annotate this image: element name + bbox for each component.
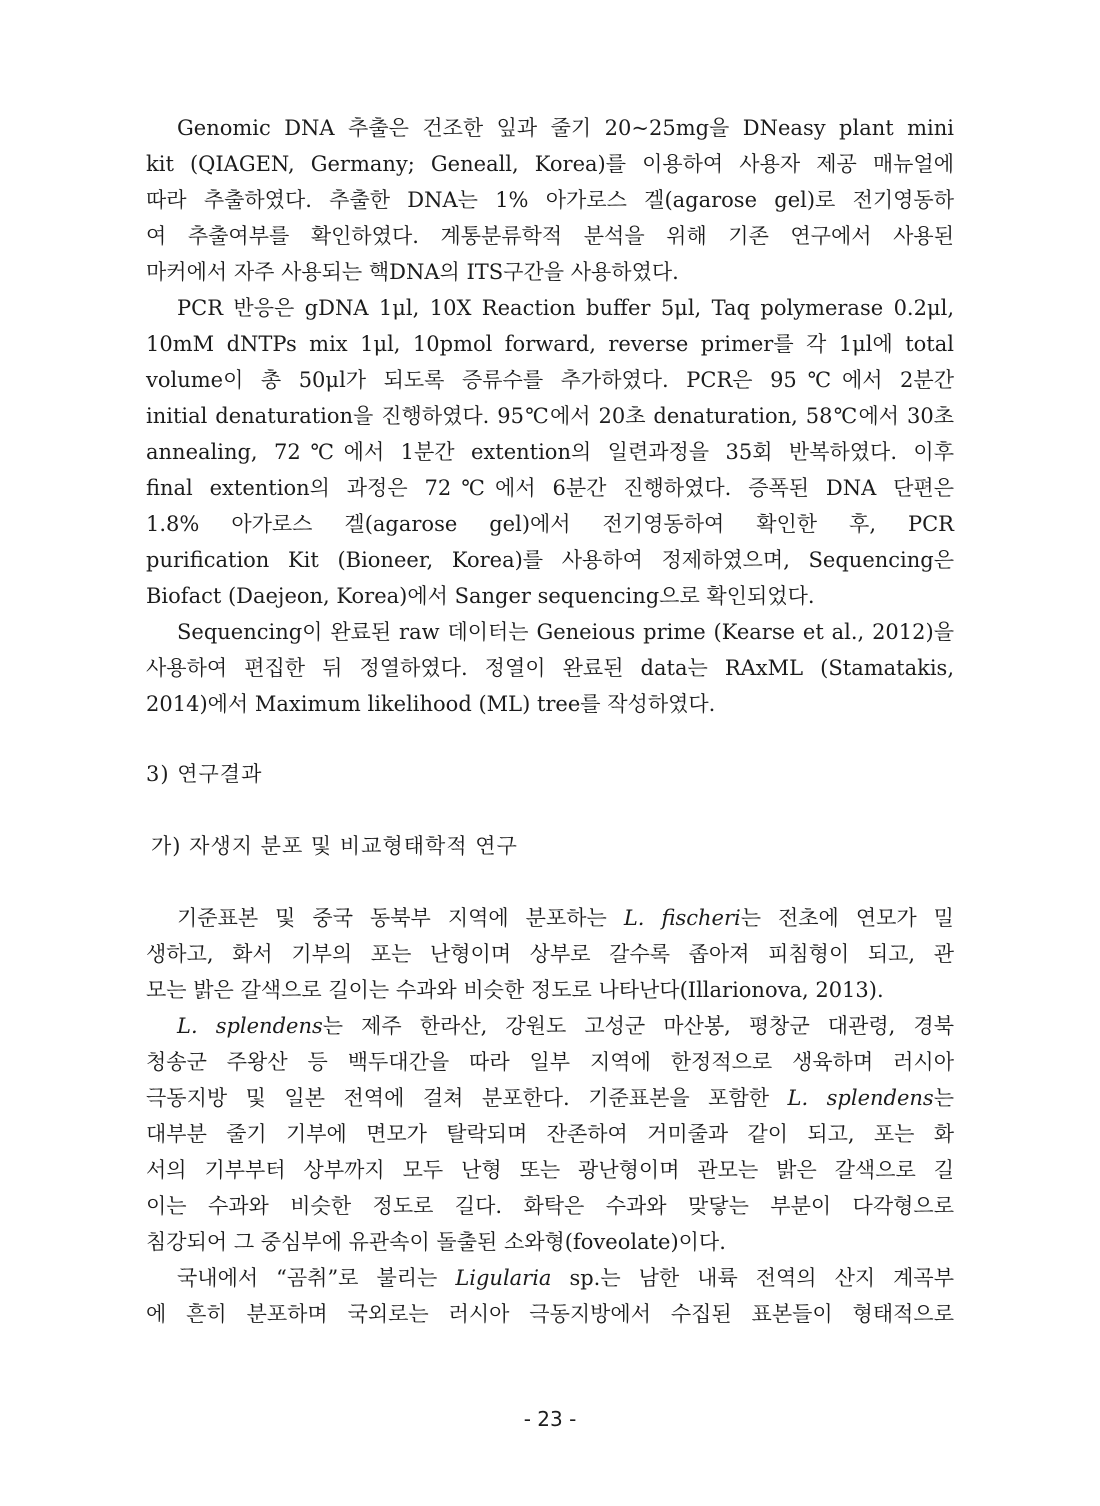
species-name: L. splendens xyxy=(787,1086,934,1110)
text-line: initial denaturation을 진행하였다. 95℃에서 20초 denaturation, 58℃에서 30초 xyxy=(146,404,954,428)
text-line: Biofact (Daejeon, Korea)에서 Sanger sequencing으로 확인되었다. xyxy=(146,584,815,608)
text-line: 마커에서 자주 사용되는 핵DNA의 ITS구간을 사용하였다. xyxy=(146,260,679,284)
text-line: 사용하여 편집한 뒤 정열하였다. 정열이 완료된 data는 RAxML (Stamatakis, xyxy=(146,656,954,680)
text-line: kit (QIAGEN, Germany; Geneall, Korea)를 이용하여 사용자 제공 매뉴얼에 xyxy=(146,152,954,176)
subsection-heading-distribution: 가) 자생지 분포 및 비교형태학적 연구 xyxy=(151,834,518,858)
text-line: 청송군 주왕산 등 백두대간을 따라 일부 지역에 한정적으로 생육하며 러시아 xyxy=(146,1050,954,1074)
text-line: 에 흔히 분포하며 국외로는 러시아 극동지방에서 수집된 표본들이 형태적으로 xyxy=(146,1302,954,1326)
text-line: 극동지방 및 일본 전역에 걸쳐 분포한다. 기준표본을 포함한 L. splendens는 xyxy=(146,1086,954,1110)
text-line: volume이 총 50μl가 되도록 증류수를 추가하였다. PCR은 95℃에서 2분간 xyxy=(146,368,954,392)
text-line: 10mM dNTPs mix 1μl, 10pmol forward, reverse primer를 각 1μl에 total xyxy=(146,332,954,356)
text-line: 대부분 줄기 기부에 면모가 탈락되며 잔존하여 거미줄과 같이 되고, 포는 화 xyxy=(146,1122,954,1146)
text-line: 국내에서 “곰취”로 불리는 Ligularia sp.는 남한 내륙 전역의 산지 계곡부 xyxy=(177,1266,955,1290)
text-line: 서의 기부부터 상부까지 모두 난형 또는 광난형이며 관모는 밝은 갈색으로 길 xyxy=(146,1158,954,1182)
species-name: L. fischeri xyxy=(623,906,741,930)
text-line: final extention의 과정은 72℃에서 6분간 진행하였다. 증폭된 DNA 단편은 xyxy=(146,476,954,500)
text-line: 기준표본 및 중국 동북부 지역에 분포하는 L. fischeri는 전초에 연모가 밀 xyxy=(177,906,954,930)
text-line: 1.8% 아가로스 겔(agarose gel)에서 전기영동하여 확인한 후, PCR xyxy=(146,512,954,536)
text-line: Genomic DNA 추출은 건조한 잎과 줄기 20~25mg을 DNeasy plant mini xyxy=(177,116,954,140)
section-heading-results: 3) 연구결과 xyxy=(146,762,263,786)
text-line: L. splendens는 제주 한라산, 강원도 고성군 마산봉, 평창군 대관령, 경북 xyxy=(177,1014,954,1038)
text-line: 2014)에서 Maximum likelihood (ML) tree를 작성하였다. xyxy=(146,692,716,716)
text-line: Sequencing이 완료된 raw 데이터는 Geneious prime (Kearse et al., 2012)을 xyxy=(177,620,954,644)
text-line: 생하고, 화서 기부의 포는 난형이며 상부로 갈수록 좁아져 피침형이 되고, 관 xyxy=(146,942,954,966)
page-number: - 23 - xyxy=(523,1407,577,1431)
species-name: L. splendens xyxy=(177,1014,323,1038)
genus-name: Ligularia xyxy=(455,1266,552,1290)
text-line: 이는 수과와 비슷한 정도로 길다. 화탁은 수과와 맞닿는 부분이 다각형으로 xyxy=(146,1194,954,1218)
text-line: 모는 밝은 갈색으로 길이는 수과와 비슷한 정도로 나타난다(Illarionova, 2013). xyxy=(146,978,884,1002)
text-line: 여 추출여부를 확인하였다. 계통분류학적 분석을 위해 기존 연구에서 사용된 xyxy=(146,224,954,248)
text-line: purification Kit (Bioneer, Korea)를 사용하여 정제하였으며, Sequencing은 xyxy=(146,548,954,572)
text-line: 따라 추출하였다. 추출한 DNA는 1% 아가로스 겔(agarose gel)로 전기영동하 xyxy=(146,188,954,212)
text-line: 침강되어 그 중심부에 유관속이 돌출된 소와형(foveolate)이다. xyxy=(146,1230,726,1254)
text-line: annealing, 72℃에서 1분간 extention의 일련과정을 35회 반복하였다. 이후 xyxy=(146,440,954,464)
text-line: PCR 반응은 gDNA 1μl, 10X Reaction buffer 5μl, Taq polymerase 0.2μl, xyxy=(177,296,954,320)
